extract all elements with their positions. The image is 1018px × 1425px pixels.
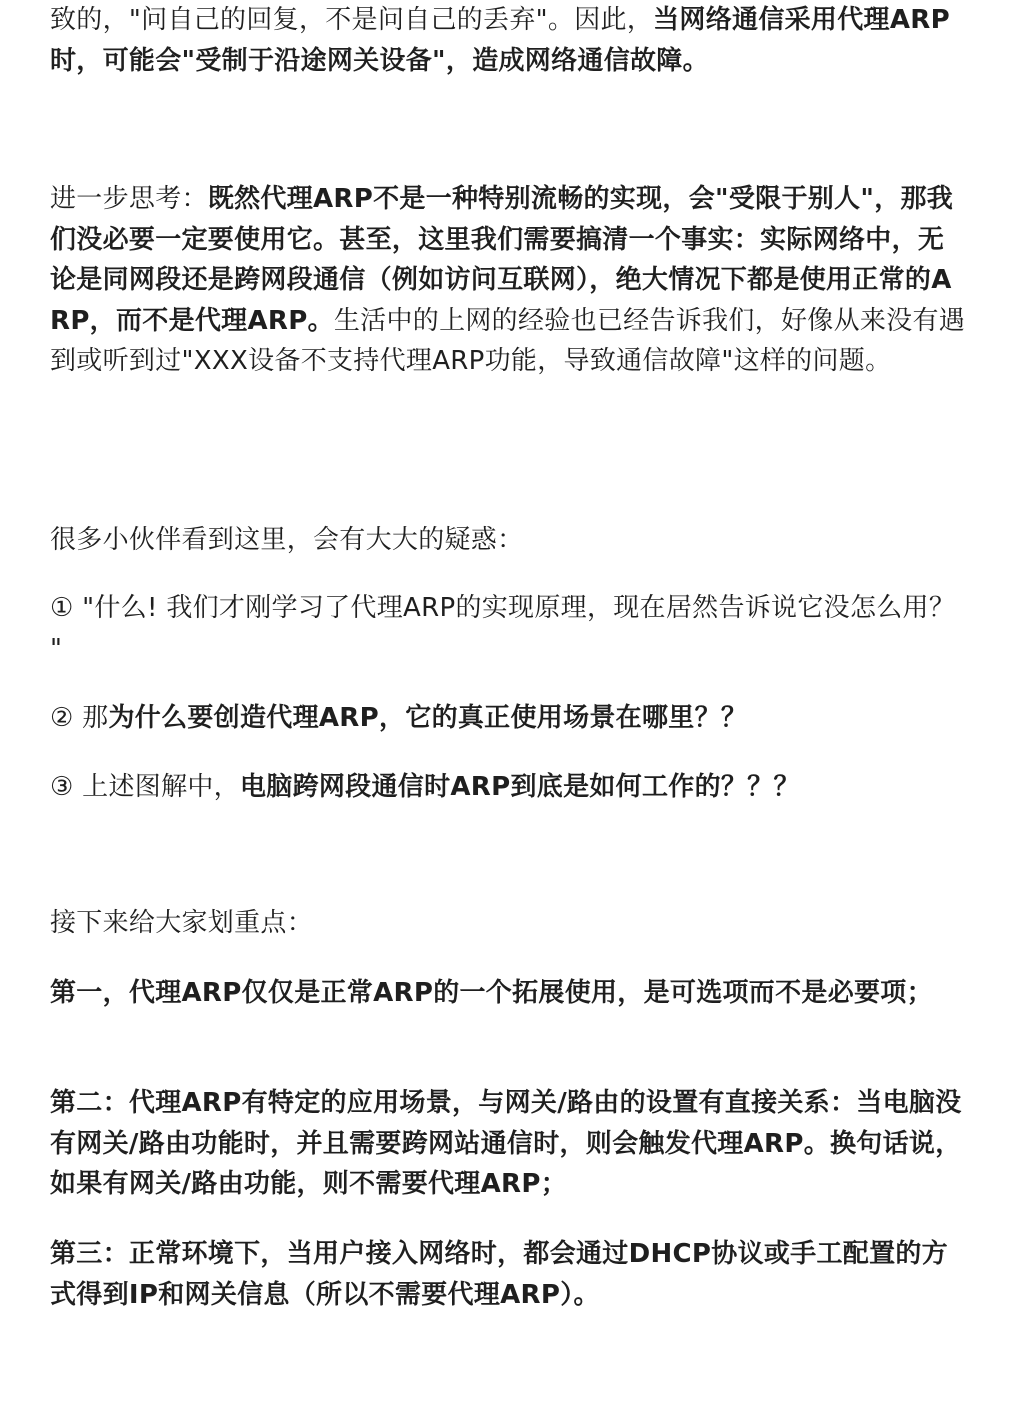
text-run: 致的，"问自己的回复，不是问自己的丢弃"。因此， (50, 5, 654, 35)
key-point-1: 第一，代理ARP仅仅是正常ARP的一个拓展使用，是可选项而不是必要项； (50, 978, 933, 1008)
text-run-bold: 电脑跨网段通信时ARP到底是如何工作的？？？ (239, 772, 800, 802)
text-run: ③ 上述图解中， (50, 772, 240, 802)
text-run: 生活中的上网的经验也已经告诉我们，好像从来没有遇到或听到过"XXX设备不支持代理ARP功能，导致通信故障"这样的问题。 (50, 305, 966, 376)
paragraph-key-points-intro: 接下来给大家划重点： (50, 908, 314, 938)
key-point-2: 第二：代理ARP有特定的应用场景，与网关/路由的设置有直接关系：当电脑没有网关/路由功能时，并且需要跨网站通信时，则会触发代理ARP。换句话说，如果有网关/路由功能，则不需要代理ARP； (50, 1088, 962, 1199)
paragraph-further-thinking (50, 179, 970, 382)
text-run-bold: 为什么要创造代理ARP，它的真正使用场景在哪里？？ (108, 703, 748, 733)
paragraph-proxy-arp-failure (50, 0, 970, 81)
text-run: ② 那 (50, 703, 109, 733)
text-run-bold: 当网络通信采用代理ARP时，可能会"受制于沿途网关设备"，造成网络通信故障。 (50, 5, 950, 76)
text-run: 进一步思考： (50, 184, 208, 214)
paragraph-questions-intro: 很多小伙伴看到这里，会有大大的疑惑： (50, 525, 524, 555)
text-run-bold: 既然代理ARP不是一种特别流畅的实现，会"受限于别人"，那我们没必要一定要使用它。甚至，这里我们需要搞清一个事实：实际网络中，无论是同网段还是跨网段通信（例如访问互联网），绝大情况下都是使用正常的ARP，而不是代理ARP。 (50, 184, 954, 336)
question-item-2 (50, 698, 970, 739)
key-point-3: 第三：正常环境下，当用户接入网络时，都会通过DHCP协议或手工配置的方式得到IP和网关信息（所以不需要代理ARP）。 (50, 1239, 948, 1310)
question-item-3 (50, 767, 970, 808)
question-item-1: ① "什么! 我们才刚学习了代理ARP的实现原理，现在居然告诉说它没怎么用？ " (50, 593, 956, 664)
